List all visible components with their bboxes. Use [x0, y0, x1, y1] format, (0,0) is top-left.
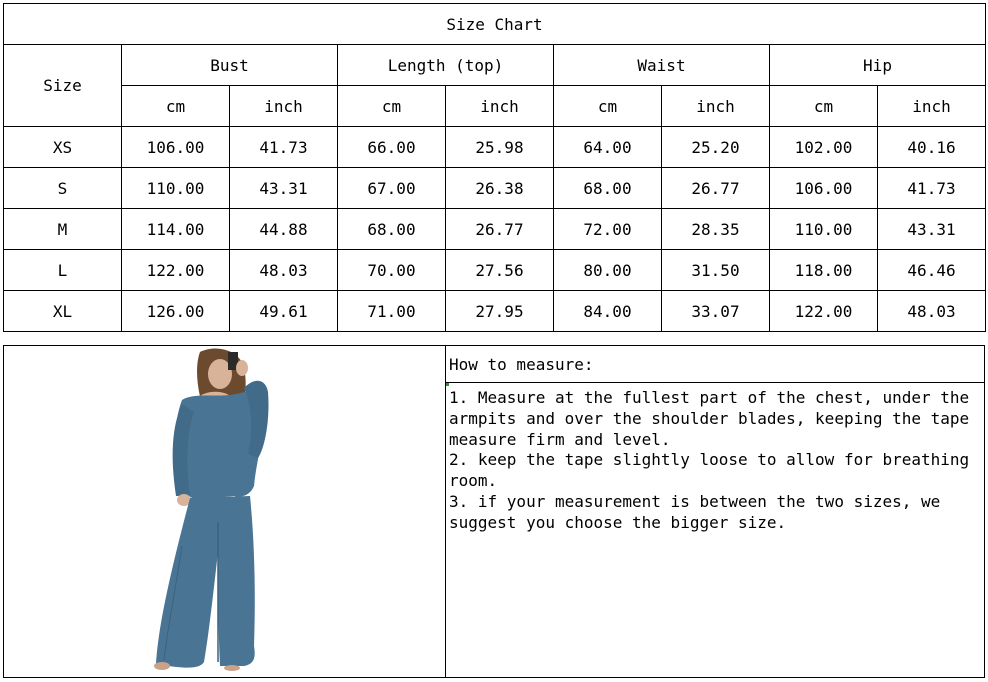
table-cell: 122.00: [770, 291, 878, 332]
table-cell: 114.00: [122, 209, 230, 250]
table-cell: 72.00: [554, 209, 662, 250]
unit-header: inch: [230, 86, 338, 127]
table-cell: 118.00: [770, 250, 878, 291]
group-header-waist: Waist: [554, 45, 770, 86]
size-label: M: [4, 209, 122, 250]
measure-section: [3, 345, 985, 678]
table-cell: 25.98: [446, 127, 554, 168]
table-cell: 27.56: [446, 250, 554, 291]
size-chart-title: Size Chart: [4, 4, 986, 45]
table-cell: 80.00: [554, 250, 662, 291]
table-cell: 43.31: [230, 168, 338, 209]
unit-header: cm: [338, 86, 446, 127]
table-cell: 27.95: [446, 291, 554, 332]
table-cell: 126.00: [122, 291, 230, 332]
model-illustration: [4, 346, 445, 677]
table-row: [4, 291, 986, 332]
size-label: L: [4, 250, 122, 291]
group-header-length: Length (top): [338, 45, 554, 86]
table-cell: 84.00: [554, 291, 662, 332]
table-cell: 48.03: [878, 291, 986, 332]
unit-header: inch: [878, 86, 986, 127]
measure-instruction: 1. Measure at the fullest part of the chest, under the armpits and over the shoulder blades, keeping the tape measure firm and level.: [449, 388, 970, 449]
table-cell: 106.00: [770, 168, 878, 209]
table-cell: 110.00: [122, 168, 230, 209]
table-row: [4, 168, 986, 209]
table-row: [4, 250, 986, 291]
unit-header: cm: [554, 86, 662, 127]
product-photo: [4, 346, 446, 677]
how-to-measure-body: [446, 384, 984, 538]
table-cell: 26.77: [446, 209, 554, 250]
table-cell: 43.31: [878, 209, 986, 250]
measure-instruction: 2. keep the tape slightly loose to allow for breathing room.: [449, 450, 970, 491]
unit-header: cm: [770, 86, 878, 127]
group-header-bust: Bust: [122, 45, 338, 86]
size-label: S: [4, 168, 122, 209]
table-cell: 71.00: [338, 291, 446, 332]
table-cell: 68.00: [338, 209, 446, 250]
table-row: [4, 127, 986, 168]
table-cell: 31.50: [662, 250, 770, 291]
table-cell: 46.46: [878, 250, 986, 291]
table-cell: 41.73: [878, 168, 986, 209]
table-row: [4, 209, 986, 250]
how-to-measure-title: How to measure:: [446, 346, 984, 383]
table-cell: 44.88: [230, 209, 338, 250]
size-chart-table: [3, 3, 986, 332]
size-label: XS: [4, 127, 122, 168]
table-cell: 49.61: [230, 291, 338, 332]
table-cell: 102.00: [770, 127, 878, 168]
table-cell: 64.00: [554, 127, 662, 168]
size-column-header: Size: [4, 45, 122, 127]
table-cell: 33.07: [662, 291, 770, 332]
unit-header: inch: [446, 86, 554, 127]
table-cell: 40.16: [878, 127, 986, 168]
table-cell: 66.00: [338, 127, 446, 168]
unit-header: cm: [122, 86, 230, 127]
size-label: XL: [4, 291, 122, 332]
table-cell: 110.00: [770, 209, 878, 250]
table-cell: 68.00: [554, 168, 662, 209]
table-cell: 70.00: [338, 250, 446, 291]
table-cell: 26.77: [662, 168, 770, 209]
table-cell: 28.35: [662, 209, 770, 250]
table-cell: 67.00: [338, 168, 446, 209]
table-cell: 26.38: [446, 168, 554, 209]
group-header-hip: Hip: [770, 45, 986, 86]
unit-header: inch: [662, 86, 770, 127]
table-cell: 106.00: [122, 127, 230, 168]
table-cell: 25.20: [662, 127, 770, 168]
table-cell: 41.73: [230, 127, 338, 168]
table-cell: 48.03: [230, 250, 338, 291]
table-cell: 122.00: [122, 250, 230, 291]
pants-shape: [156, 496, 255, 668]
measure-instruction: 3. if your measurement is between the two sizes, we suggest you choose the bigger size.: [449, 491, 941, 532]
